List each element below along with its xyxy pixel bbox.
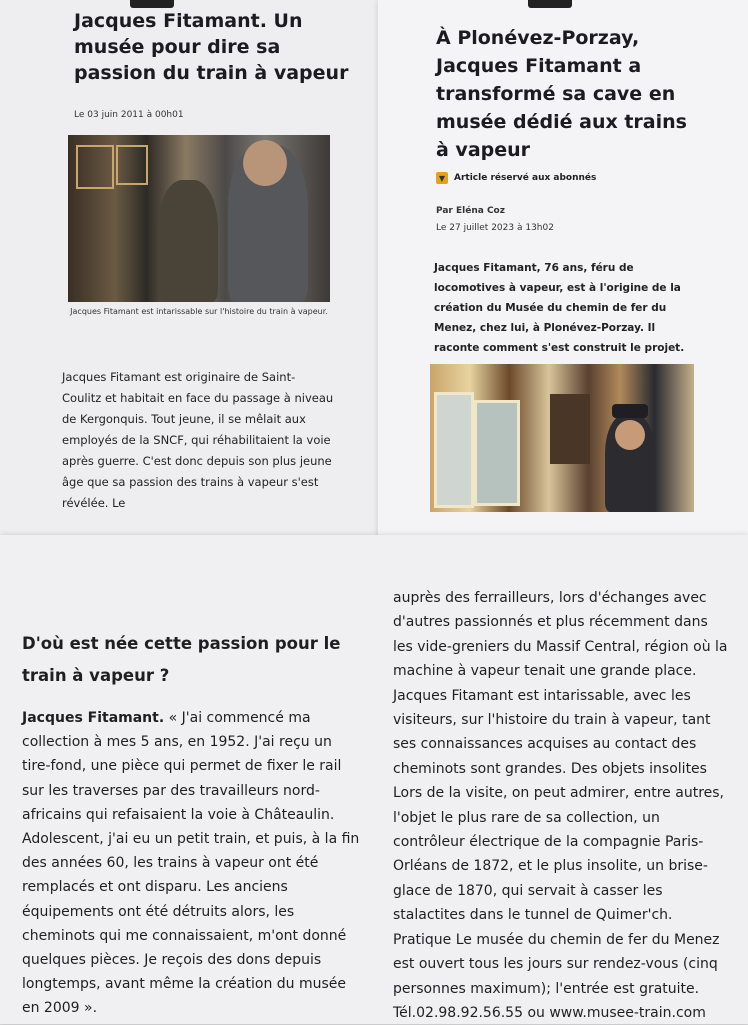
left-photo <box>68 135 330 302</box>
left-photo-caption: Jacques Fitamant est intarissable sur l'histoire du train à vapeur. <box>70 307 328 316</box>
subscriber-badge <box>436 172 596 184</box>
right-headline: À Plonévez-Porzay, Jacques Fitamant a transformé sa cave en musée dédié aux trains à vapeur <box>436 27 687 161</box>
binder-clip <box>130 0 174 8</box>
right-photo <box>430 364 694 512</box>
speaker-name: Jacques Fitamant. <box>22 710 165 726</box>
author: Par Eléna Coz <box>436 206 505 216</box>
binder-clip <box>528 0 572 8</box>
quote-paragraph <box>22 706 362 1021</box>
left-headline: Jacques Fitamant. Un musée pour dire sa passion du train à vapeur <box>74 10 349 84</box>
right-column-text: auprès des ferrailleurs, lors d'échanges avec d'autres passionnés et plus récemment dans les vide-greniers du Massif Central, région où la machine à vapeur tenait une grande place. Jacques Fitamant est intarissable, avec les visiteurs, sur l'histoire du train à vapeur, tant ses connaissances acquises au contact des cheminots sont grandes. Des objets insolites Lors de la visite, on peut admirer, entre autres, l'objet le plus rare de sa collection, un contrôleur électrique de la compagnie Paris-Orléans de 1872, et le plus insolite, un brise-glace de 1870, qui servait à casser les stalactites dans le tunnel de Quimer'ch. Pratique Le musée du chemin de fer du Menez est ouvert tous les jours sur rendez-vous (cinq personnes maximum); l'entrée est gratuite. Tél.02.98.92.56.55 ou www.musee-train.com <box>393 590 728 1021</box>
badge-label: Article réservé aux abonnés <box>454 173 597 183</box>
section-title: D'où est née cette passion pour le train à vapeur ? <box>22 634 341 685</box>
right-date: Le 27 juillet 2023 à 13h02 <box>436 223 554 233</box>
left-body: Jacques Fitamant est originaire de Saint-Coulitz et habitait en face du passage à niveau de Kergonquis. Tout jeune, il se mêlait aux employés de la SNCF, qui réhabilitaient la voie après guerre. C'est donc depuis son plus jeune âge que sa passion des trains à vapeur s'est révélée. Le <box>62 370 334 510</box>
right-lead: Jacques Fitamant, 76 ans, féru de locomotives à vapeur, est à l'origine de la création du Musée du chemin de fer du Menez, chez lui, à Plonévez-Porzay. Il raconte comment s'est construit le projet. <box>434 262 685 354</box>
lock-icon: ▼ <box>436 172 448 184</box>
quote-text: « J'ai commencé ma collection à mes 5 ans, en 1952. J'ai reçu un tire-fond, une pièce qui permet de fixer le rail sur les traverses par des travailleurs nord-africains qui refaisaient la voie à Châteaulin. Adolescent, j'ai eu un petit train, et puis, à la fin des années 60, les trains à vapeur ont été remplacés et ont disparu. Les anciens équipements ont été détruits alors, les cheminots qui me connaissaient, m'ont donné quelques pièces. Je reçois des dons depuis longtemps, avant même la création du musée en 2009 ». <box>22 710 360 1017</box>
left-date: Le 03 juin 2011 à 00h01 <box>74 110 184 120</box>
